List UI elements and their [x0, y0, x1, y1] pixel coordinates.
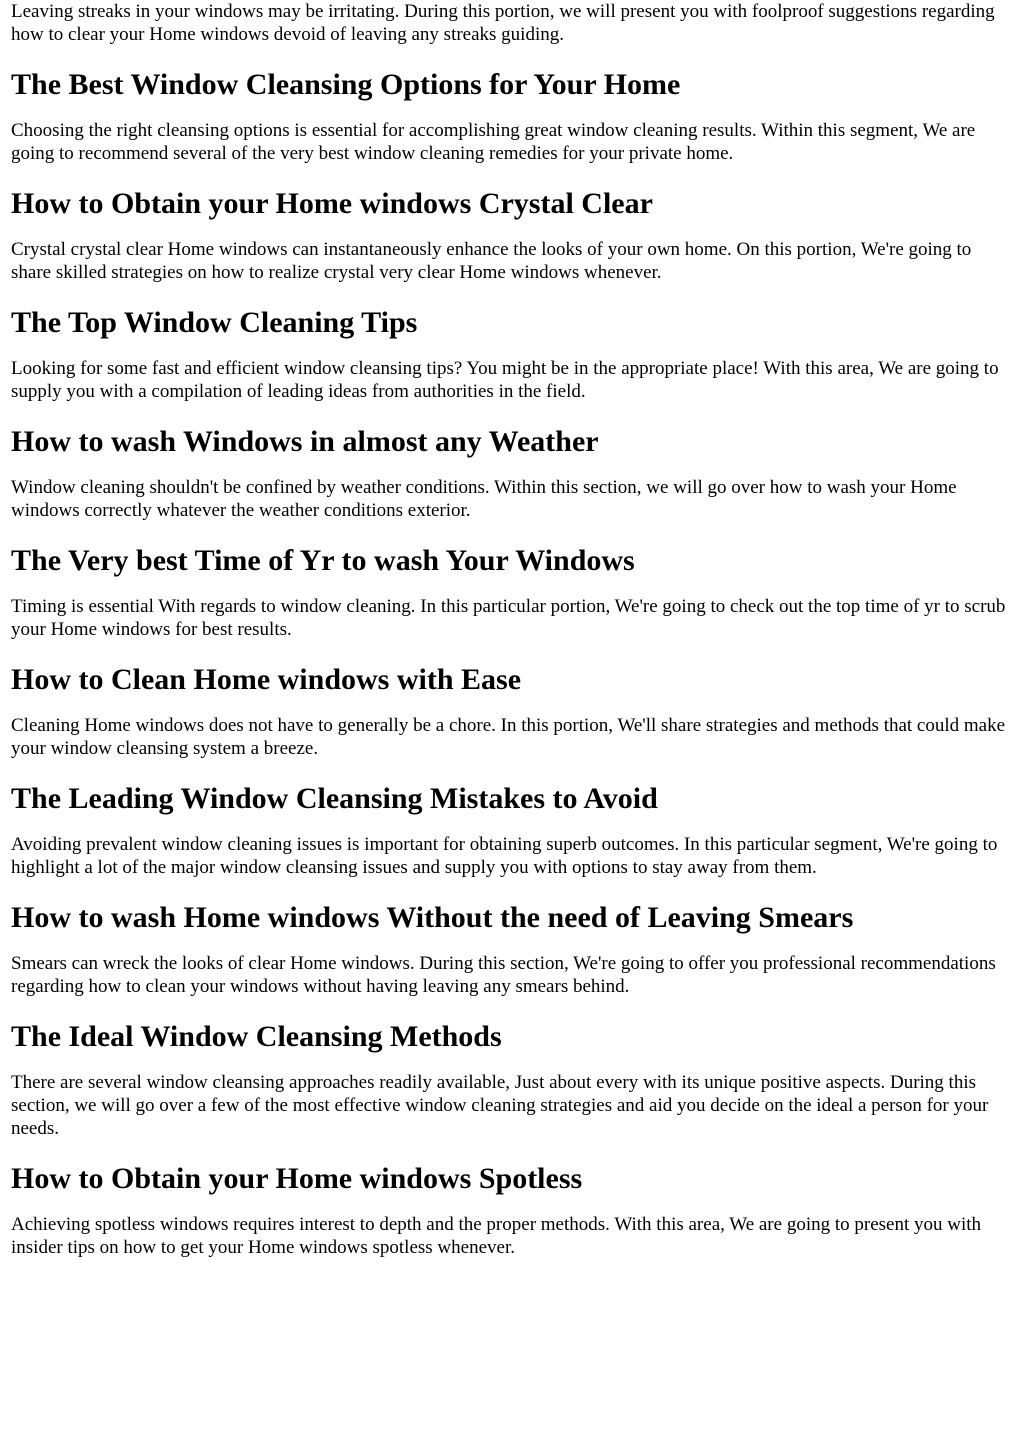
- section-heading: How to Obtain your Home windows Crystal Clear: [11, 187, 653, 220]
- section-crystal-clear: [11, 165, 1014, 284]
- section-body: Smears can wreck the looks of clear Home windows. During this section, We're going to offer you professional recommendations regarding how to clean your windows without having leaving any smears behind.: [11, 953, 996, 997]
- section-body: Choosing the right cleansing options is essential for accomplishing great window cleaning results. Within this segment, We are going to recommend several of the very best window cleaning remedies for your private home.: [11, 120, 976, 164]
- section-heading: The Best Window Cleansing Options for Your Home: [11, 68, 681, 101]
- section-top-tips: [11, 284, 1014, 403]
- section-body: Timing is essential With regards to window cleaning. In this particular portion, We're going to check out the top time of yr to scrub your Home windows for best results.: [11, 596, 1006, 640]
- section-heading: The Very best Time of Yr to wash Your Windows: [11, 544, 635, 577]
- section-body: Window cleaning shouldn't be confined by weather conditions. Within this section, we will go over how to wash your Home windows correctly whatever the weather conditions exterior.: [11, 477, 957, 521]
- section-heading: The Ideal Window Cleansing Methods: [11, 1020, 502, 1053]
- section-without-smears: [11, 879, 1014, 998]
- section-body: Achieving spotless windows requires interest to depth and the proper methods. With this area, We are going to present you with insider tips on how to get your Home windows spotless whenever.: [11, 1214, 982, 1258]
- section-body: Looking for some fast and efficient window cleansing tips? You might be in the appropriate place! With this area, We are going to supply you with a compilation of leading ideas from authorities in the field.: [11, 358, 999, 402]
- section-body: Avoiding prevalent window cleaning issues is important for obtaining superb outcomes. In this particular segment, We're going to highlight a lot of the major window cleansing issues and supply you with options to stay away from them.: [11, 834, 998, 878]
- section-heading: How to wash Home windows Without the need of Leaving Smears: [11, 901, 854, 934]
- section-spotless: [11, 1140, 1014, 1259]
- section-heading: The Top Window Cleaning Tips: [11, 306, 418, 339]
- section-any-weather: [11, 403, 1014, 522]
- section-mistakes-to-avoid: [11, 760, 1014, 879]
- article: [11, 0, 1014, 1259]
- section-heading: How to wash Windows in almost any Weather: [11, 425, 599, 458]
- section-clean-with-ease: [11, 641, 1014, 760]
- section-body: There are several window cleansing approaches readily available, Just about every with its unique positive aspects. During this section, we will go over a few of the most effective window cleaning strategies and aid you decide on the ideal a person for your needs.: [11, 1072, 989, 1139]
- section-body: Crystal crystal clear Home windows can instantaneously enhance the looks of your own home. On this portion, We're going to share skilled strategies on how to realize crystal very clear Home windows whenever.: [11, 239, 972, 283]
- section-heading: The Leading Window Cleansing Mistakes to Avoid: [11, 782, 658, 815]
- intro-paragraph: Leaving streaks in your windows may be irritating. During this portion, we will present you with foolproof suggestions regarding how to clear your Home windows devoid of leaving any streaks guiding.: [11, 1, 995, 45]
- section-best-cleansing-options: [11, 46, 1014, 165]
- section-body: Cleaning Home windows does not have to generally be a chore. In this portion, We'll share strategies and methods that could make your window cleansing system a breeze.: [11, 715, 1006, 759]
- section-heading: How to Clean Home windows with Ease: [11, 663, 522, 696]
- section-ideal-methods: [11, 998, 1014, 1140]
- section-best-time-of-year: [11, 522, 1014, 641]
- section-heading: How to Obtain your Home windows Spotless: [11, 1162, 583, 1195]
